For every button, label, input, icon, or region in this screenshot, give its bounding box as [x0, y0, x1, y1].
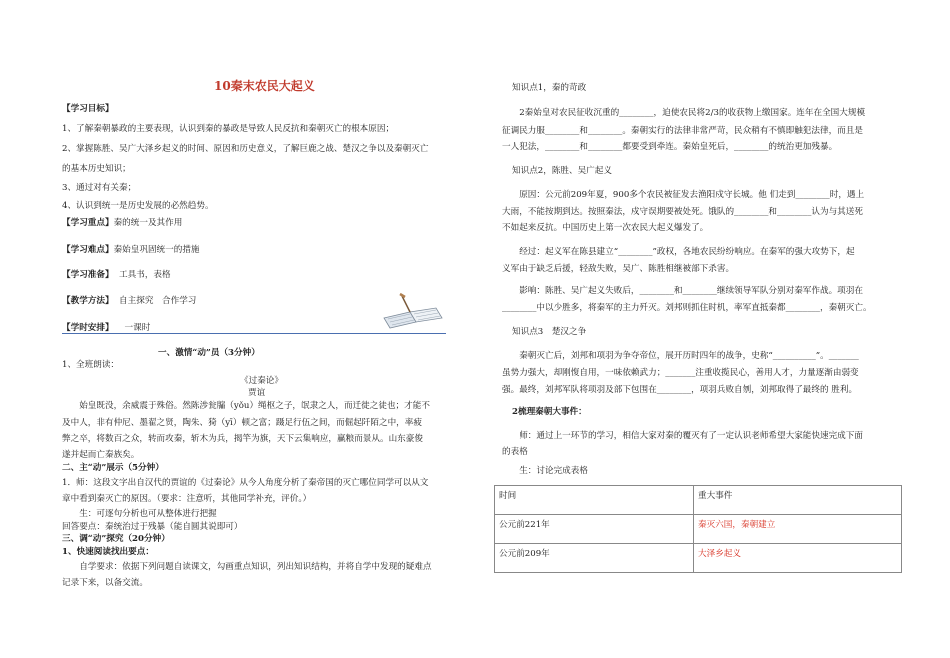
divider — [62, 333, 446, 334]
knowledge-3-line-2: 虽势力强大，却刚愎自用，一味依赖武力；_______注重收揽民心，善用人才，力量逐渐由弱变 — [502, 368, 859, 378]
section-2-heading: 二、主“动”展示（5分钟） — [62, 463, 164, 473]
section-1-heading: 一、激情“动”员（3分钟） — [158, 348, 260, 358]
summary-heading: 2梳理秦朝大事件： — [512, 407, 587, 417]
poem-line-3: 弊之卒，将数百之众，转而攻秦，斩木为兵，揭竿为旗，天下云集响应，赢粮而景从。山东豪俊 — [62, 434, 423, 444]
key-point — [62, 218, 182, 229]
section-3-subheading: 1、快速阅读找出要点： — [62, 547, 154, 557]
section-2-line-1: 1．师：这段文字出自汉代的贾谊的《过秦论》从今人角度分析了秦帝国的灭亡哪位同学可以从文 — [62, 478, 429, 488]
knowledge-2-line-6: 影响：陈胜、吴广起义失败后，________和________继续领导军队分别对秦军作战。项羽在 — [502, 286, 863, 296]
method-text: 自主探究 合作学习 — [119, 296, 197, 306]
goal-heading: 【学习目标】 — [62, 104, 114, 114]
table-row — [495, 544, 902, 573]
summary-line-1: 师：通过上一环节的学习，相信大家对秦的覆灭有了一定认识老师希望大家能快速完成下面 — [502, 431, 863, 441]
difficulty — [62, 245, 200, 256]
knowledge-2-line-7: ________中以少胜多，将秦军的主力歼灭。刘邦则抓住时机，率军直抵秦都________，秦朝灭亡。 — [502, 303, 872, 313]
section-3-heading: 三、调“动”探究（20分钟） — [62, 534, 170, 544]
knowledge-2-line-1: 原因：公元前209年夏，900多个农民被征发去渔阳戍守长城。他 们走到________时，遇上 — [502, 190, 865, 200]
book-icon — [380, 292, 450, 330]
summary-line-2: 的表格 — [502, 447, 528, 457]
knowledge-2-line-2: 大雨，不能按期到达。按照秦法，戍守误期要被处死。饿队的________和________认为与其送死 — [502, 207, 863, 217]
goal-3: 3、通过对有关秦； — [62, 183, 137, 193]
poem-line-4: 遂并起而亡秦族矣。 — [62, 450, 140, 460]
time-label: 【学时安排】 — [62, 323, 114, 333]
knowledge-1-line-2: 征调民力服________和________。秦朝实行的法律非常严苛，民众稍有不慎即触犯法律，而且是 — [502, 126, 863, 136]
prep-text: 工具书，表格 — [119, 270, 171, 280]
method-label: 【教学方法】 — [62, 296, 114, 306]
goal-2b: 的基本历史知识； — [62, 164, 131, 174]
section-2-line-2: 章中看到秦灭亡的原因。（要求：注意听，其他同学补充，评价。） — [62, 494, 312, 504]
table-header-row — [495, 486, 902, 515]
diff-text: 秦始皇巩固统一的措施 — [113, 245, 200, 255]
knowledge-1-line-3: 一人犯法，________和________都要受到牵连。秦始皇死后，________的统治更加残暴。 — [502, 142, 838, 152]
section-1-item: 1、全班朗读： — [62, 360, 120, 370]
knowledge-1-heading: 知识点1，秦的苛政 — [512, 83, 587, 93]
table-cell-time: 公元前209年 — [495, 544, 694, 573]
knowledge-2-line-4: 经过：起义军在陈县建立“________”政权，各地农民纷纷响应。在秦军的强大攻势下，起 — [502, 247, 855, 257]
goal-4: 4、认识到统一是历史发展的必然趋势。 — [62, 201, 214, 211]
knowledge-2-line-5: 义军由于缺乏后援，轻敌失败，吴广、陈胜相继被部下杀害。 — [502, 264, 735, 274]
poem-line-2: 及中人，非有仲尼、墨翟之贤，陶朱、猗（yī）顿之富；蹑足行伍之间，而倔起阡陌之中，率疲 — [62, 418, 422, 428]
key-text: 秦的统一及其作用 — [113, 218, 183, 228]
table-cell-time: 公元前221年 — [495, 515, 694, 544]
section-2-line-3: 生：可逐句分析也可从整体进行把握 — [62, 509, 217, 519]
goal-2a: 2、掌握陈胜、吴广大泽乡起义的时间、原因和历史意义，了解巨鹿之战、楚汉之争以及秦朝灭亡 — [62, 144, 429, 154]
knowledge-1-line-1: 2秦始皇对农民征收沉重的________，迫使农民将2/3的收获物上缴国家。连年在全国大规模 — [502, 108, 866, 118]
method — [62, 296, 196, 307]
time-text: 一课时 — [124, 323, 151, 333]
diff-label: 【学习难点】 — [62, 245, 114, 255]
key-label: 【学习重点】 — [62, 218, 114, 228]
table-row — [495, 515, 902, 544]
table-cell-event: 秦灭六国，秦朝建立 — [694, 515, 902, 544]
goal-1: 1、了解秦朝暴政的主要表现，认识到秦的暴政是导致人民反抗和秦朝灭亡的根本原因； — [62, 124, 395, 134]
section-2-line-4: 回答要点：秦统治过于残暴（能自圆其说即可） — [62, 522, 243, 532]
knowledge-3-heading: 知识点3 楚汉之争 — [512, 327, 587, 337]
knowledge-3-line-3: 强。最终，刘邦军队将项羽及部下包围在________，项羽兵败自刎，刘邦取得了最终的 胜利。 — [502, 385, 858, 395]
prep-label: 【学习准备】 — [62, 270, 114, 280]
poem-line-1: 始皇既没，余威震于殊俗。然陈涉瓮牖（yǒu）绳枢之子，氓隶之人，而迁徙之徒也；才能不 — [62, 401, 430, 411]
knowledge-2-heading: 知识点2，陈胜、吴广起义 — [512, 166, 612, 176]
table-cell-event: 大泽乡起义 — [694, 544, 902, 573]
section-3-line-1: 自学要求：依据下列问题自读课文，勾画重点知识，列出知识结构，并将自学中发现的疑难点 — [62, 562, 432, 572]
knowledge-3-line-1: 秦朝灭亡后，刘邦和项羽为争夺帝位，展开历时四年的战争，史称“__________”。_______ — [502, 351, 859, 361]
section-3-line-2: 记录下来，以备交流。 — [62, 578, 148, 588]
table-header-time: 时间 — [495, 486, 694, 515]
lesson-title: 10秦末农民大起义 — [214, 79, 315, 93]
table-header-event: 重大事件 — [694, 486, 902, 515]
events-table — [494, 485, 902, 573]
summary-line-3: 生：讨论完成表格 — [502, 466, 588, 476]
knowledge-2-line-3: 不如起来反抗。中国历史上第一次农民大起义爆发了。 — [502, 223, 709, 233]
poem-author: 贾谊 — [248, 388, 266, 398]
preparation — [62, 270, 171, 281]
poem-title: 《过秦论》 — [240, 376, 283, 386]
